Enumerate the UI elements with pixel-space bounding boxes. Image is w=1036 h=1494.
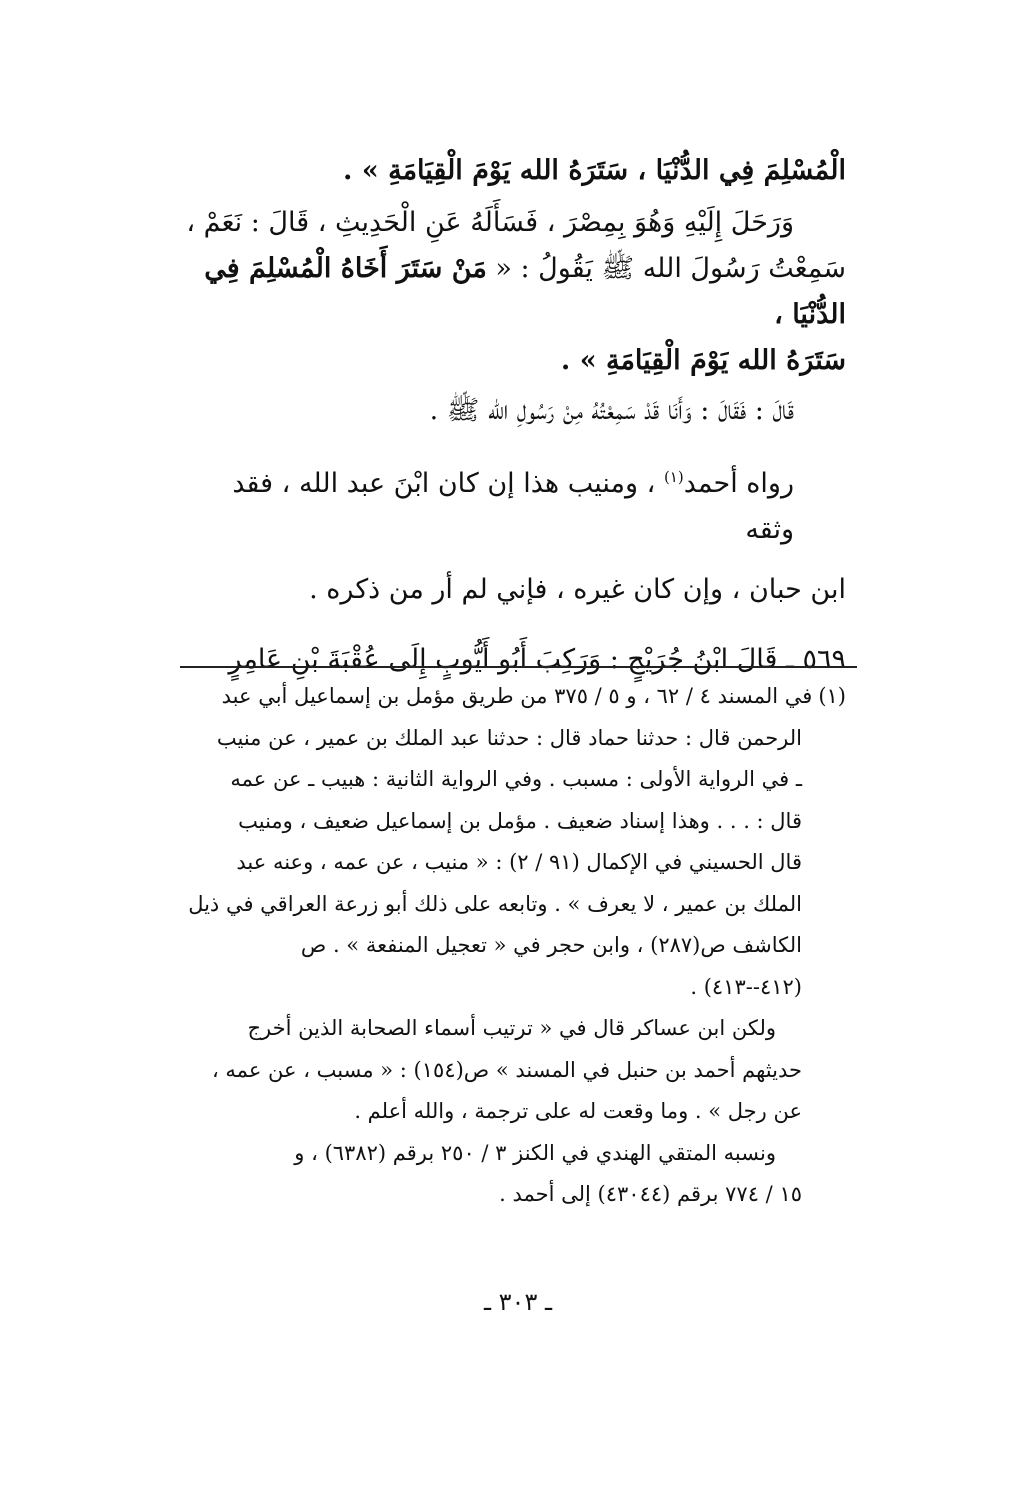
- spacer: [186, 434, 846, 454]
- footnote-number: (١): [818, 684, 846, 708]
- hadith-text: مَنْ سَتَرَ أَخَاهُ الْمُسْلِمَ فِي الدُّنْيَا ،: [204, 253, 846, 330]
- commentary-line: ابن حبان ، وإن كان غيره ، فإني لم أر من ذكره .: [309, 574, 846, 605]
- footnote-line: الملك بن عمير ، لا يعرف » . وتابعه على ذلك أبو زرعة العراقي في ذيل: [188, 891, 802, 916]
- hadith-line: [186, 148, 846, 194]
- hadith-text: الْمُسْلِمَ فِي الدُّنْيَا ، سَتَرَهُ الله يَوْمَ الْقِيَامَةِ » .: [343, 155, 846, 186]
- main-text: [186, 148, 846, 683]
- hadith-text: سَتَرَهُ الله يَوْمَ الْقِيَامَةِ » .: [560, 345, 846, 376]
- footnote-line: قال الحسيني في الإكمال (٩١ / ٢) : « منيب ، عن عمه ، وعنه عبد: [236, 850, 802, 874]
- commentary-text: رواه أحمد: [683, 468, 794, 499]
- footnote-separator: [180, 666, 857, 668]
- footnote-line: قال : . . . وهذا إسناد ضعيف . مؤمل بن إسماعيل ضعيف ، ومنيب: [238, 808, 802, 833]
- narration-line: قَالَ : فَقَالَ : وَأَنَا قَدْ سَمِعْتُهُ مِنْ رَسُولِ الله ﷺ .: [429, 395, 794, 426]
- footnote-line: ونسبه المتقي الهندي في الكنز ٣ / ٢٥٠ برقم (٦٣٨٢) ، و: [294, 1140, 776, 1165]
- footnotes: [186, 676, 846, 1216]
- footnote-line: حديثهم أحمد بن حنبل في المسند » ص(١٥٤) : « مسبب ، عن عمه ،: [211, 1057, 802, 1082]
- footnote-line: ولكن ابن عساكر قال في « ترتيب أسماء الصحابة الذين أخرج: [247, 1016, 776, 1040]
- footnote-line: ـ في الرواية الأولى : مسبب . وفي الرواية الثانية : هبيب ـ عن عمه: [230, 767, 802, 791]
- footnote-text: في المسند ٤ / ٦٢ ، و ٥ / ٣٧٥ من طريق مؤمل بن إسماعيل أبي عبد: [221, 684, 813, 708]
- page-number: ـ ٣٠٣ ـ: [483, 1288, 552, 1316]
- footnote-line: الرحمن قال : حدثنا حماد قال : حدثنا عبد الملك بن عمير ، عن منيب: [216, 725, 802, 750]
- footnote-marker[interactable]: (١): [663, 468, 684, 486]
- hadith-number-line: ٥٦٩ ـ قَالَ ابْنُ جُرَيْجٍ : وَرَكِبَ أَبُو أَيُّوبٍ إِلَى عُقْبَةَ بْنِ عَامِرٍ: [228, 644, 846, 675]
- narration-line: وَرَحَلَ إِلَيْهِ وَهُوَ بِمِصْرَ ، فَسَأَلَهُ عَنِ الْحَدِيثِ ، قَالَ : نَعَمْ ،: [186, 207, 794, 238]
- narration-line: [186, 246, 846, 338]
- footnote-line: عن رجل » . وما وقعت له على ترجمة ، والله أعلم .: [354, 1099, 802, 1123]
- spacer: [186, 613, 846, 633]
- commentary-line: [186, 454, 846, 553]
- footnote-line: (٤١٢--٤١٣) .: [690, 974, 802, 999]
- hadith-line: [186, 338, 846, 384]
- footnote-line: الكاشف ص(٢٨٧) ، وابن حجر في « تعجيل المنفعة » . ص: [300, 933, 802, 957]
- footnote-line: [186, 676, 846, 718]
- commentary-text: ، ومنيب هذا إن كان ابْنَ عبد الله ، فقد وثقه: [232, 468, 794, 545]
- footnote-line: ١٥ / ٧٧٤ برقم (٤٣٠٤٤) إلى أحمد .: [499, 1182, 802, 1206]
- narration-text: سَمِعْتُ رَسُولَ الله ﷺ يَقُولُ : «: [495, 253, 846, 284]
